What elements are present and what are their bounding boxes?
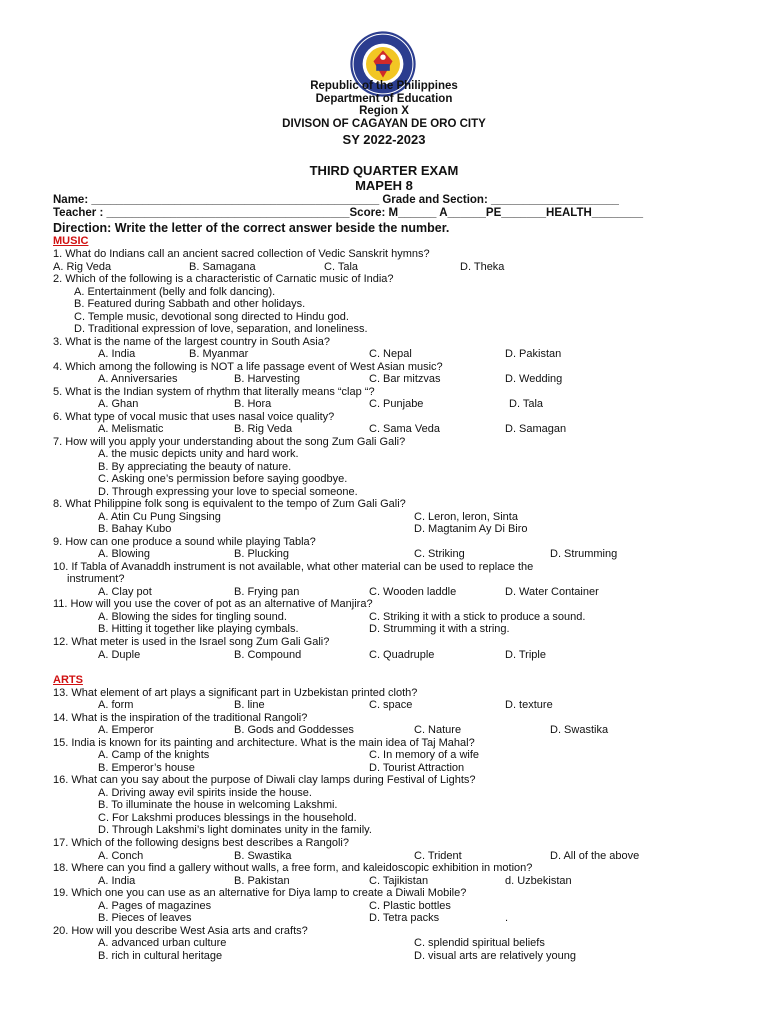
line-text: 20. How will you describe West Asia arts and crafts? [53, 925, 308, 937]
line-text: B. Myanmar [189, 348, 249, 360]
line-text: C. Wooden laddle [369, 586, 457, 598]
line-text: D. Theka [460, 261, 505, 273]
line-text: B. rich in cultural heritage [98, 950, 223, 962]
line-text: 17. Which of the following designs best describes a Rangoli? [53, 837, 349, 849]
line-text: 3. What is the name of the largest country in South Asia? [53, 336, 330, 348]
line-text: C. Nepal [369, 348, 412, 360]
line-text: A. Entertainment (belly and folk dancing). [74, 286, 276, 298]
line-text: B. To illuminate the house in welcoming Lakshmi. [98, 799, 338, 811]
header-region: Region X [359, 105, 409, 117]
line-text: 18. Where can you find a gallery without walls, a free form, and kaleidoscopic exhibition in motion? [53, 862, 533, 874]
line-text: 2. Which of the following is a characteristic of Carnatic music of India? [53, 273, 394, 285]
line-text: D. Swastika [550, 724, 609, 736]
line-text: A. the music depicts unity and hard work. [98, 448, 299, 460]
line-text: B. Rig Veda [234, 423, 293, 435]
line-text: D. Strumming it with a string. [369, 623, 510, 635]
line-text: D. Through Lakshmi’s light dominates unity in the family. [98, 824, 372, 836]
line-text: 7. How will you apply your understanding about the song Zum Gali Gali? [53, 436, 406, 448]
line-text: C. Striking it with a stick to produce a sound. [369, 611, 586, 623]
line-text: 8. What Philippine folk song is equivalent to the tempo of Zum Gali Gali? [53, 498, 406, 510]
exam-title: THIRD QUARTER EXAM [309, 163, 459, 178]
section-arts-heading: ARTS [53, 674, 83, 686]
line-text: B. Compound [234, 649, 302, 661]
line-text: B. Hitting it together like playing cymbals. [98, 623, 299, 635]
line-text: B. Emperor’s house [98, 762, 195, 774]
line-text: A. Duple [98, 649, 141, 661]
line-text: A. Anniversaries [98, 373, 178, 385]
line-text: A. Atin Cu Pung Singsing [98, 511, 221, 523]
line-text: C. Punjabe [369, 398, 424, 410]
line-text: D. Tourist Attraction [369, 762, 465, 774]
line-text: C. space [369, 699, 413, 711]
line-text: 14. What is the inspiration of the traditional Rangoli? [53, 712, 308, 724]
line-text: C. Quadruple [369, 649, 435, 661]
teacher-score-field[interactable]: Teacher : ______________________________________Score: M______ A______PE_______HEALTH________ [53, 207, 643, 219]
line-text: D. Triple [505, 649, 546, 661]
line-text: d. Uzbekistan [505, 875, 572, 887]
line-text: D. Pakistan [505, 348, 562, 360]
exam-subject: MAPEH 8 [355, 178, 413, 193]
line-text: D. Traditional expression of love, separation, and loneliness. [74, 323, 368, 335]
line-text: A. Rig Veda [53, 261, 112, 273]
line-text: C. Asking one’s permission before saying goodbye. [98, 473, 348, 485]
line-text: A. India [98, 875, 136, 887]
line-text: C. Sama Veda [369, 423, 440, 435]
section-music-heading: MUSIC [53, 235, 89, 247]
line-text: 10. If Tabla of Avanaddh instrument is not available, what other material can be used to replace the [53, 561, 534, 573]
line-text: A. Pages of magazines [98, 900, 212, 912]
line-text: A. form [98, 699, 134, 711]
school-year: SY 2022-2023 [342, 132, 426, 147]
line-text: 13. What element of art plays a significant part in Uzbekistan printed cloth? [53, 687, 418, 699]
line-text: instrument? [67, 573, 125, 585]
line-text: 12. What meter is used in the Israel song Zum Gali Gali? [53, 636, 330, 648]
header-department: Department of Education [315, 92, 453, 105]
line-text: B. Hora [234, 398, 272, 410]
line-text: D. Wedding [505, 373, 563, 385]
line-text: C. In memory of a wife [369, 749, 480, 761]
line-text: D. Water Container [505, 586, 599, 598]
line-text: A. Melismatic [98, 423, 164, 435]
line-text: C. Tala [324, 261, 359, 273]
line-text: C. Leron, leron, Sinta [414, 511, 518, 523]
line-text: C. splendid spiritual beliefs [414, 937, 545, 949]
line-text: B. Bahay Kubo [98, 523, 172, 535]
line-text: A. Clay pot [98, 586, 152, 598]
line-text: A. Emperor [98, 724, 154, 736]
line-text: A. advanced urban culture [98, 937, 227, 949]
line-text: B. Pakistan [234, 875, 290, 887]
line-text: 5. What is the Indian system of rhythm that literally means “clap “? [53, 386, 375, 398]
line-text: A. Camp of the knights [98, 749, 210, 761]
line-text: C. For Lakshmi produces blessings in the household. [98, 812, 357, 824]
name-grade-field[interactable]: Name: _____________________________________________ Grade and Section: ____________________ [53, 194, 619, 206]
line-text: 11. How will you use the cover of pot as an alternative of Manjira? [53, 598, 373, 610]
line-text: B. Harvesting [234, 373, 301, 385]
line-text: B. Gods and Goddesses [234, 724, 354, 736]
line-text: B. Plucking [234, 548, 290, 560]
line-text: A. Blowing the sides for tingling sound. [98, 611, 287, 623]
header-block [0, 80, 768, 130]
line-text: D. Strumming [550, 548, 618, 560]
line-text: B. Swastika [234, 850, 292, 862]
line-text: . [505, 912, 509, 924]
line-text: 19. Which one you can use as an alternative for Diya lamp to create a Diwali Mobile? [53, 887, 467, 899]
direction-text: Direction: Write the letter of the correct answer beside the number. [53, 221, 450, 235]
header-division: DIVISON OF CAGAYAN DE ORO CITY [282, 117, 486, 130]
exam-title-block [0, 163, 768, 193]
line-text: A. Ghan [98, 398, 139, 410]
line-text: D. All of the above [550, 850, 640, 862]
line-text: 4. Which among the following is NOT a life passage event of West Asian music? [53, 361, 443, 373]
line-text: D. Through expressing your love to special someone. [98, 486, 358, 498]
line-text: 1. What do Indians call an ancient sacred collection of Vedic Sanskrit hymns? [53, 248, 430, 260]
header-republic: Republic of the Philippines [310, 80, 458, 92]
line-text: A. India [98, 348, 136, 360]
line-text: 16. What can you say about the purpose of Diwali clay lamps during Festival of Lights? [53, 774, 476, 786]
line-text: B. line [234, 699, 265, 711]
line-text: D. visual arts are relatively young [414, 950, 577, 962]
line-text: C. Nature [414, 724, 462, 736]
line-text: A. Blowing [98, 548, 150, 560]
line-text: B. Pieces of leaves [98, 912, 192, 924]
line-text: C. Trident [414, 850, 462, 862]
line-text: 15. India is known for its painting and architecture. What is the main idea of Taj Mahal? [53, 737, 475, 749]
line-text: C. Striking [414, 548, 465, 560]
line-text: D. texture [505, 699, 553, 711]
line-text: A. Conch [98, 850, 144, 862]
line-text: 6. What type of vocal music that uses nasal voice quality? [53, 411, 335, 423]
line-text: D. Magtanim Ay Di Biro [414, 523, 528, 535]
line-text: B. Featured during Sabbath and other holidays. [74, 298, 306, 310]
line-text: D. Tala [509, 398, 544, 410]
line-text: D. Samagan [505, 423, 567, 435]
line-text: B. By appreciating the beauty of nature. [98, 461, 292, 473]
line-text: A. Driving away evil spirits inside the house. [98, 787, 312, 799]
line-text: C. Tajikistan [369, 875, 429, 887]
line-text: C. Temple music, devotional song directed to Hindu god. [74, 311, 349, 323]
line-text: D. Tetra packs [369, 912, 440, 924]
line-text: 9. How can one produce a sound while playing Tabla? [53, 536, 316, 548]
line-text: B. Samagana [189, 261, 256, 273]
line-text: B. Frying pan [234, 586, 300, 598]
line-text: C. Bar mitzvas [369, 373, 441, 385]
line-text: C. Plastic bottles [369, 900, 451, 912]
